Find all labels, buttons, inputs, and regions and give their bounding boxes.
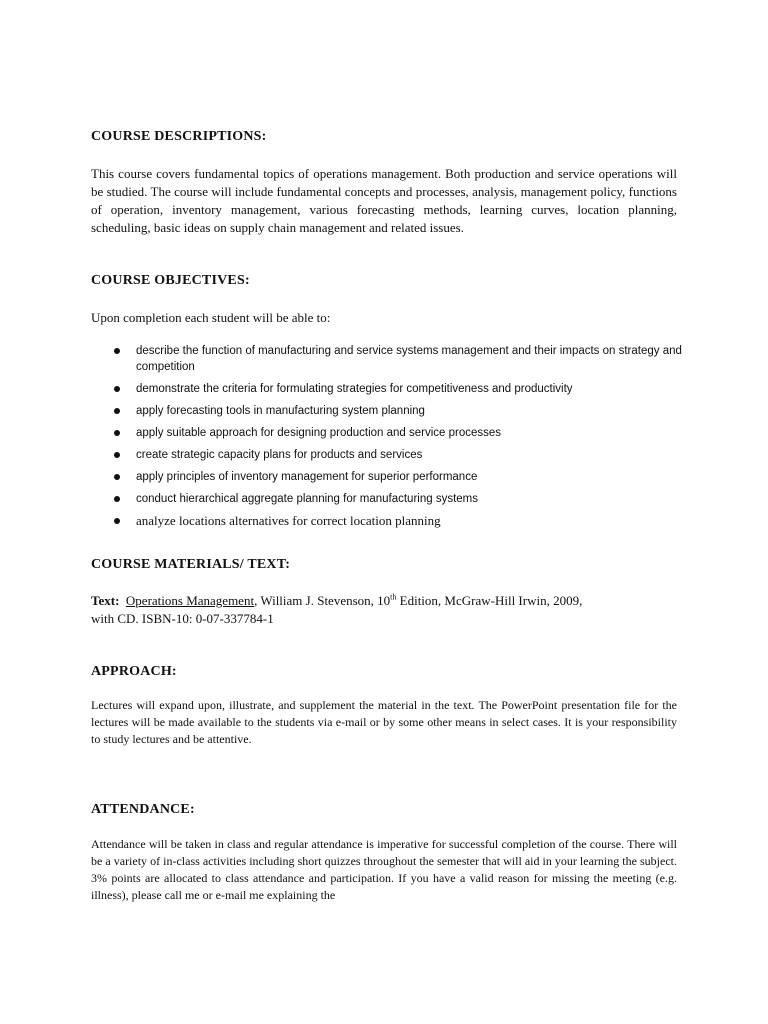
bullet-icon [114, 474, 120, 480]
bullet-icon [114, 386, 120, 392]
approach-body: Lectures will expand upon, illustrate, and supplement the material in the text. The PowerPoint presentation file for the lectures will be made available to the students via e-mail or by some other means in select cases. It is your responsibility to study lectures and be attentive. [91, 698, 677, 746]
course-objectives-heading: COURSE OBJECTIVES: [91, 273, 250, 288]
course-descriptions-heading: COURSE DESCRIPTIONS: [91, 129, 267, 144]
list-item: create strategic capacity plans for products and services [114, 447, 684, 463]
course-materials-heading: COURSE MATERIALS/ TEXT: [91, 557, 291, 572]
attendance-body: Attendance will be taken in class and regular attendance is imperative for successful completion of the course. There will be a variety of in-class activities including short quizzes throughout the semester that will aid in your learning the subject. 3% points are allocated to class attendance and participation. If you have a valid reason for missing the meeting (e.g. illness), please call me or e-mail me explaining the [91, 837, 677, 902]
list-item: conduct hierarchical aggregate planning for manufacturing systems [114, 491, 684, 507]
attendance-heading: ATTENDANCE: [91, 802, 195, 817]
course-objectives-intro: Upon completion each student will be able to: [91, 310, 331, 325]
bullet-icon [114, 408, 120, 414]
approach-heading: APPROACH: [91, 664, 177, 679]
list-item: apply principles of inventory management for superior performance [114, 469, 684, 485]
bullet-icon [114, 348, 120, 354]
course-materials-body [91, 592, 677, 628]
list-item: apply forecasting tools in manufacturing system planning [114, 403, 684, 419]
bullet-icon [114, 518, 120, 524]
book-title: Operations Management [125, 593, 255, 608]
course-descriptions-body: This course covers fundamental topics of operations management. Both production and service operations will be studied. The course will include fundamental concepts and processes, analysis, management policy, functions of operation, inventory management, various forecasting methods, learning curves, location planning, scheduling, basic ideas on supply chain management and related issues. [91, 166, 677, 235]
list-item: demonstrate the criteria for formulating strategies for competitiveness and productivity [114, 381, 684, 397]
book-publisher: Edition, McGraw-Hill Irwin, 2009, [396, 593, 583, 608]
list-item: describe the function of manufacturing and service systems management and their impacts on strategy and competition [114, 343, 684, 375]
bullet-icon [114, 496, 120, 502]
objectives-list [114, 343, 684, 535]
list-item: analyze locations alternatives for correct location planning [114, 513, 684, 529]
bullet-icon [114, 430, 120, 436]
book-author-edition: , William J. Stevenson, 10 [254, 593, 391, 608]
edition-superscript: th [390, 592, 397, 602]
list-item: apply suitable approach for designing production and service processes [114, 425, 684, 441]
bullet-icon [114, 452, 120, 458]
book-isbn: with CD. ISBN-10: 0-07-337784-1 [91, 611, 274, 626]
text-label: Text: [91, 593, 120, 608]
